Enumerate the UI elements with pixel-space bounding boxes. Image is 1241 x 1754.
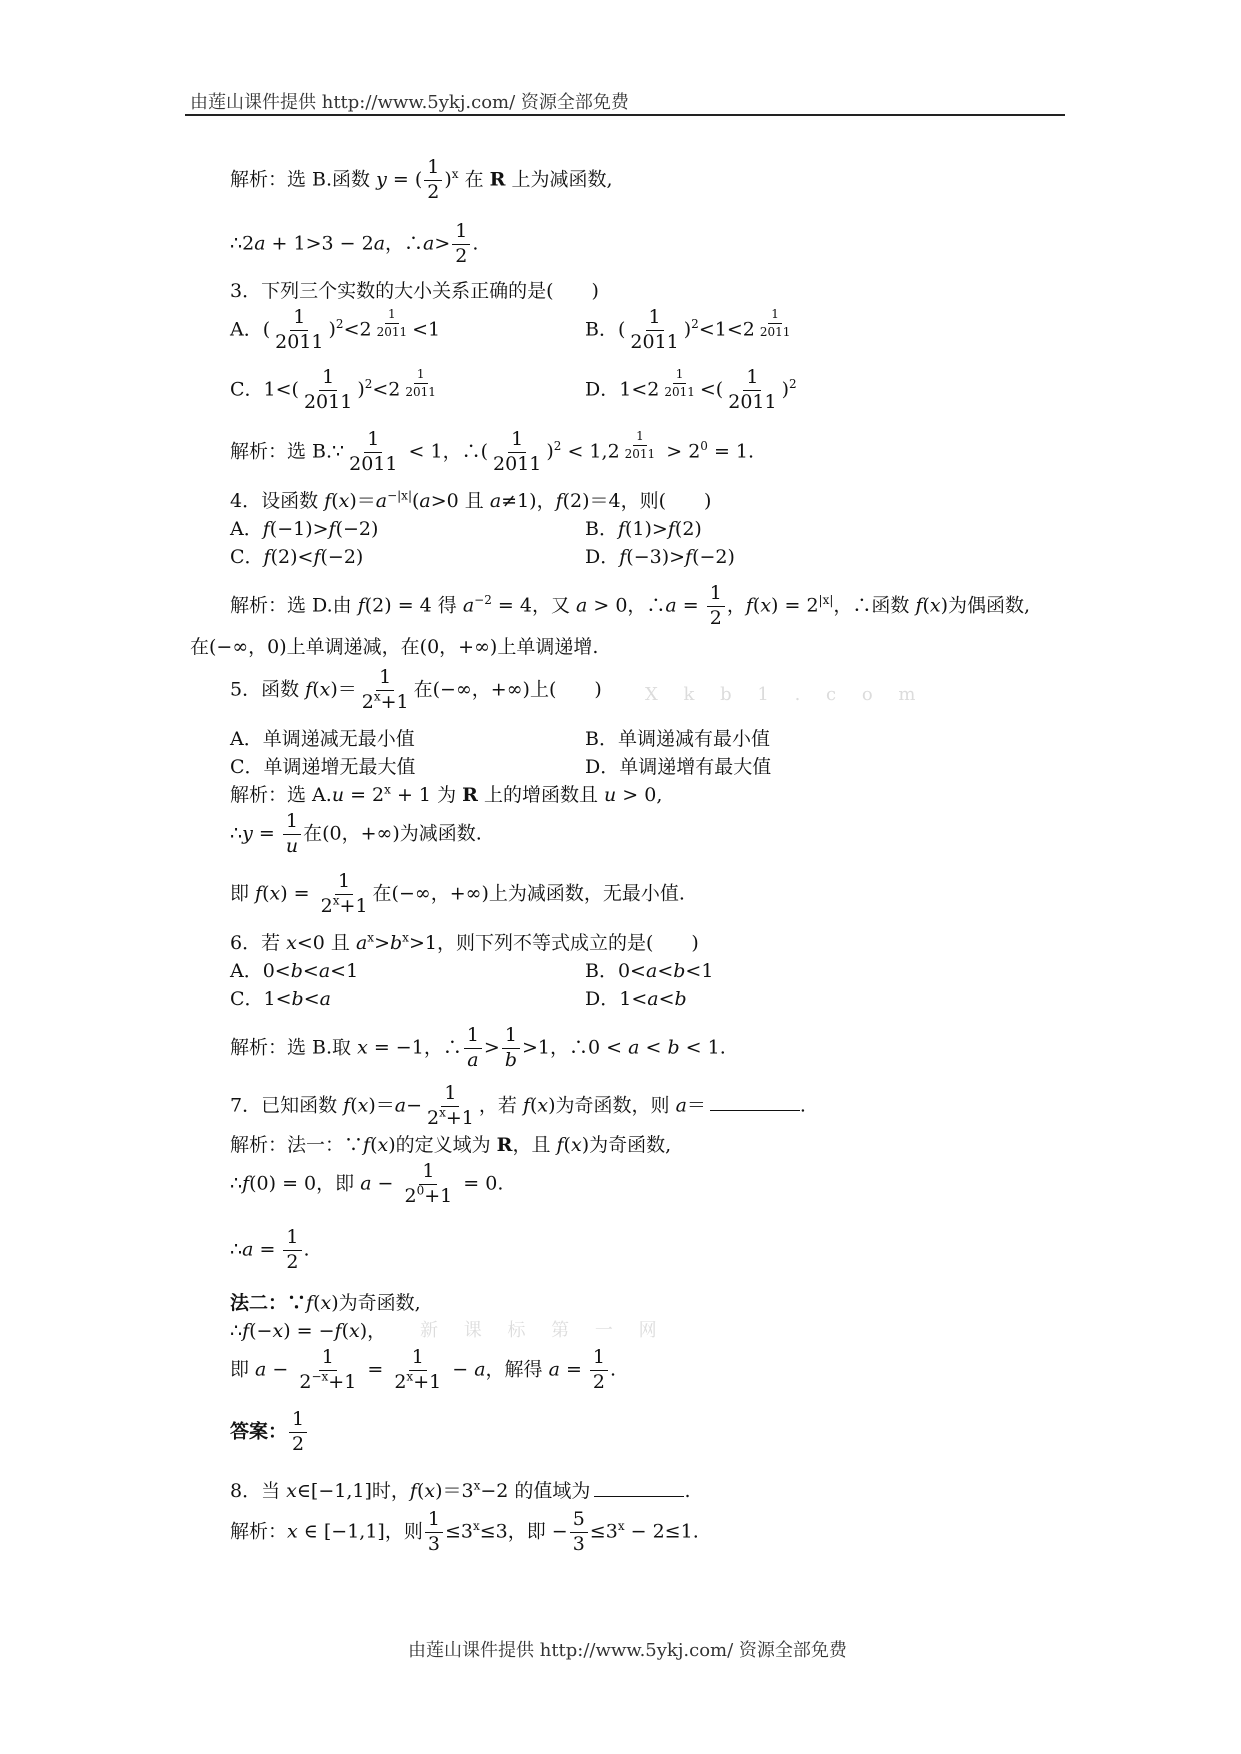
solution-7-line-5: ∴f(−x) = −f(x)， — [230, 1320, 387, 1342]
header-rule — [185, 114, 1065, 116]
answer-blank[interactable] — [710, 1094, 800, 1111]
question-6-stem: 6．若 x<0 且 $a^x>b^x>1$，则下列不等式成立的是( ) — [230, 930, 699, 954]
solution-7-line-3: ∴a = $\frac{1}{2}$ . — [230, 1226, 310, 1273]
question-6-option-c: C．1<b<a — [230, 988, 331, 1010]
solution-5-line-2: ∴y = $\frac{1}{u}$ 在(0，+∞)为减函数. — [230, 810, 482, 857]
solution-6: 解析：选 B.取 x = −1，∴ $\frac{1}{a}$ > $\frac{1}{b}$ >1，∴0 < a < b < 1. — [230, 1024, 726, 1071]
question-3-option-d: D．1<2 $\frac{1}{2011}$ <( $\frac{1}{2011}$ )$^2$ — [585, 366, 797, 413]
question-4-option-c: C．f(2)<f(−2) — [230, 546, 364, 568]
fraction: $\frac{1}{2}$ — [424, 158, 442, 203]
question-6-option-b: B．0<a<b<1 — [585, 960, 714, 982]
answer-blank[interactable] — [594, 1480, 684, 1497]
solution-7-method-2: 法二：∵f(x)为奇函数, — [230, 1292, 421, 1314]
question-3-option-a: A．( $\frac{1}{2011}$ )$^2$<2 $\frac{1}{2011}$ <1 — [230, 306, 441, 353]
question-3-option-c: C．1<( $\frac{1}{2011}$ )$^2$<2 $\frac{1}{2011}$ — [230, 366, 436, 413]
solution-3: 解析：选 B.∵ $\frac{1}{2011}$ < 1，∴( $\frac{1}{2011}$ )$^2$ < 1,2 $\frac{1}{2011}$ > $2^0 = 1$. — [230, 428, 755, 475]
page-header: 由莲山课件提供 http://www.5ykj.com/ 资源全部免费 — [190, 92, 629, 113]
question-7-stem: 7．已知函数 f(x)＝a− $\frac{1}{2^x+1}$ ，若 f(x)为奇函数，则 a＝ . — [230, 1082, 806, 1129]
watermark-xinkebiao: 新 课 标 第 一 网 — [420, 1320, 667, 1341]
page-footer: 由莲山课件提供 http://www.5ykj.com/ 资源全部免费 — [408, 1640, 847, 1661]
question-6-option-a: A．0<b<a<1 — [230, 960, 359, 982]
question-5-option-a: A．单调递减无最小值 — [230, 728, 415, 750]
question-4-option-d: D．f(−3)>f(−2) — [585, 546, 735, 568]
question-4-stem: 4．设函数 $f(x)=a^{-|x|}(a>0$ 且 a≠1)，f(2)＝4，则( ) — [230, 488, 712, 512]
solution-2-line-2: ∴2a + 1>3 − 2a，∴a> $\frac{1}{2}$ . — [230, 220, 479, 267]
solution-7-line-6: 即 a − $\frac{1}{2^{-x}+1}$ = $\frac{1}{2^x+1}$ − a，解得 a = $\frac{1}{2}$ . — [230, 1346, 617, 1393]
question-5-option-d: D．单调递增有最大值 — [585, 756, 772, 778]
solution-4-line-1: 解析：选 D.由 f(2) = 4 得 $a^{-2} = 4$，又 a > 0，∴a = $\frac{1}{2}$ ，$f(x) = 2^{|x|}$，∴函数 f(x)为偶函数, — [230, 582, 1031, 629]
question-6-option-d: D．1<a<b — [585, 988, 687, 1010]
solution-4-line-2: 在(−∞，0)上单调递减，在(0，+∞)上单调递增. — [190, 636, 599, 658]
question-5-stem: 5．函数 f(x)＝ $\frac{1}{2^x+1}$ 在(−∞，+∞)上( ) — [230, 666, 602, 713]
solution-7-line-2: ∴f(0) = 0，即 a − $\frac{1}{2^0+1}$ = 0. — [230, 1160, 504, 1207]
watermark-xkb1: X k b 1 . c o m — [645, 684, 926, 705]
question-4-option-a: A．f(−1)>f(−2) — [230, 518, 379, 540]
solution-8: 解析：x ∈ [−1,1]，则 $\frac{1}{3}$ $\le 3^x\le 3$，即 − $\frac{5}{3}$ $\le 3^x - 2\le 1$. — [230, 1508, 699, 1555]
question-5-option-b: B．单调递减有最小值 — [585, 728, 770, 750]
question-4-option-b: B．f(1)>f(2) — [585, 518, 702, 540]
solution-5-line-3: 即 f(x) = $\frac{1}{2^x+1}$ 在(−∞，+∞)上为减函数，无最小值. — [230, 870, 685, 917]
question-5-option-c: C．单调递增无最大值 — [230, 756, 416, 778]
solution-2-line-1: 解析：选 B.函数 y = ( $\frac{1}{2}$ )$^x$ 在 R 上为减函数, — [230, 156, 613, 203]
solution-7-line-1: 解析：法一：∵f(x)的定义域为 R，且 f(x)为奇函数, — [230, 1134, 672, 1156]
question-8-stem: 8．当 x∈[−1,1]时，$f(x)=3^x-2$ 的值域为 . — [230, 1478, 691, 1502]
question-3-option-b: B．( $\frac{1}{2011}$ )$^2$<1<2 $\frac{1}{2011}$ — [585, 306, 791, 353]
question-3-stem: 3．下列三个实数的大小关系正确的是( ) — [230, 280, 599, 302]
answer-7: 答案： $\frac{1}{2}$ — [230, 1410, 309, 1455]
solution-5-line-1: 解析：选 $A.u = 2^x + 1$ 为 R 上的增函数且 u > 0, — [230, 782, 663, 806]
